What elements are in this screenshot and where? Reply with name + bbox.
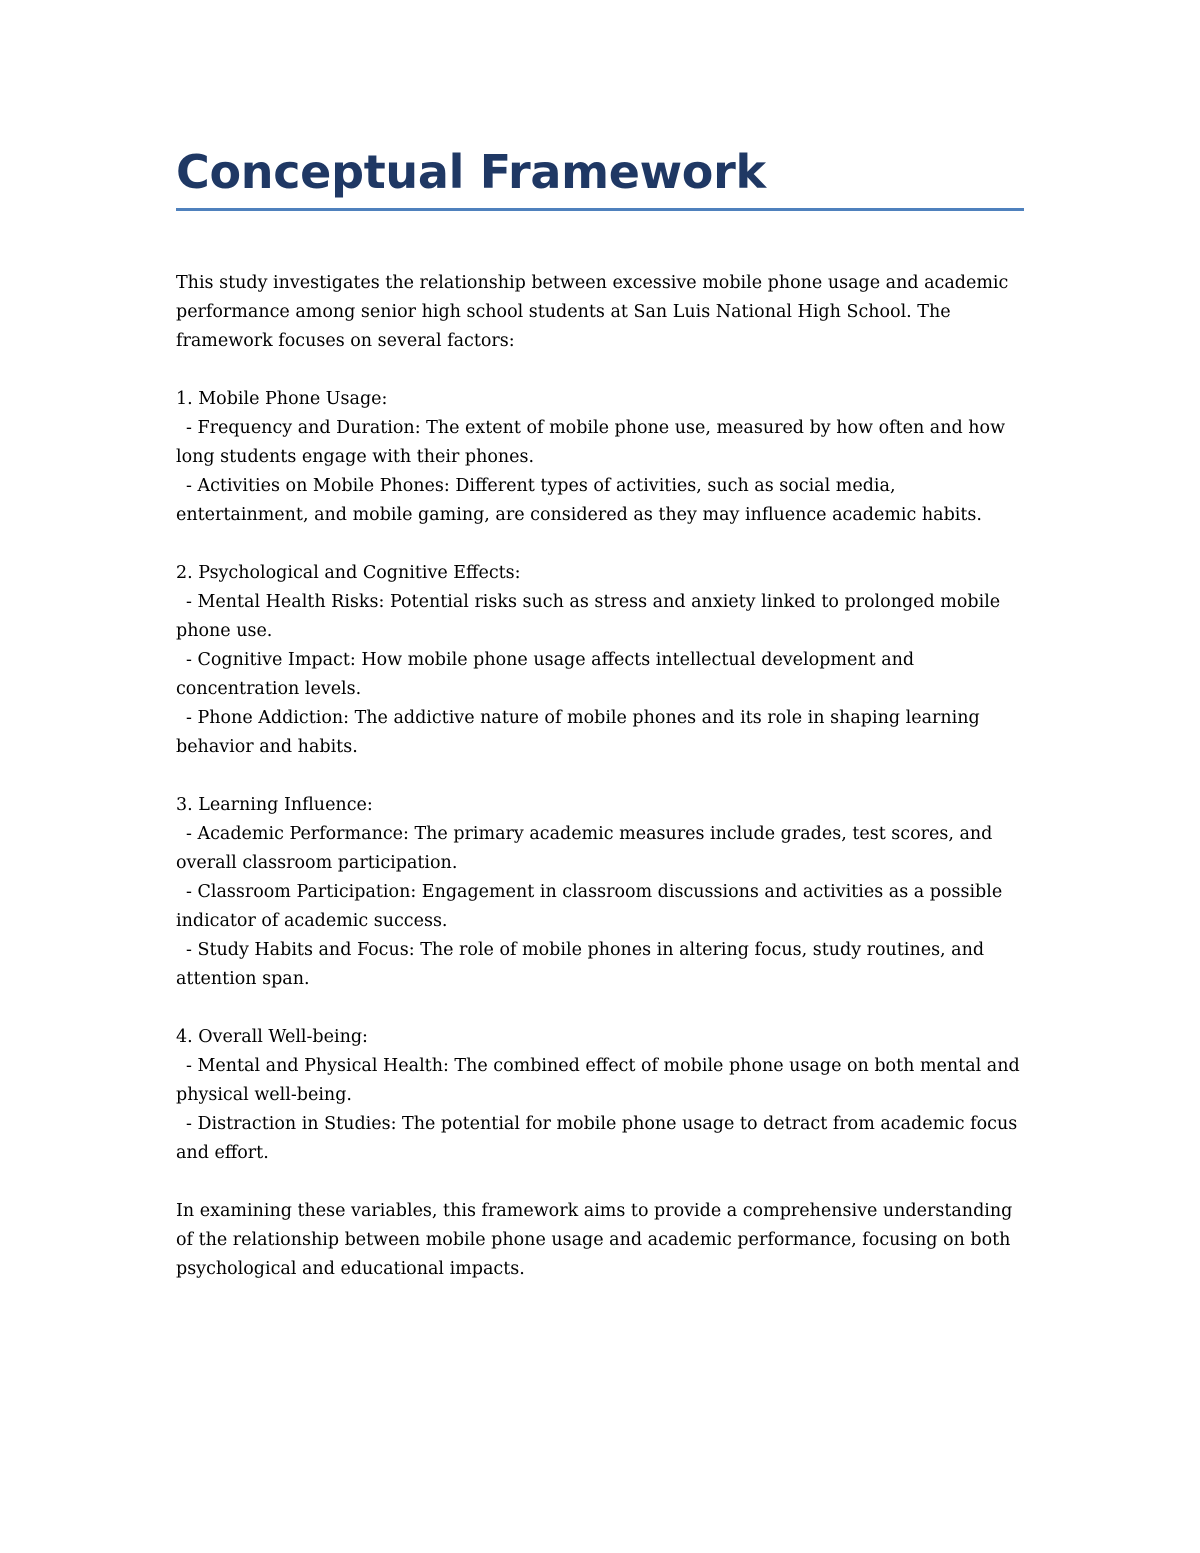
section-item: - Distraction in Studies: The potential for mobile phone usage to detract from academic focus and effort. bbox=[176, 1114, 1018, 1163]
section-learning-influence bbox=[176, 791, 1024, 994]
paragraph-gap bbox=[176, 1168, 1024, 1197]
section-item: - Frequency and Duration: The extent of mobile phone use, measured by how often and how long students engage with their phones. bbox=[176, 418, 1006, 467]
section-item: - Academic Performance: The primary academic measures include grades, test scores, and overall classroom participation. bbox=[176, 824, 993, 873]
section-mobile-phone-usage bbox=[176, 385, 1024, 530]
section-item: - Mental Health Risks: Potential risks such as stress and anxiety linked to prolonged mobile phone use. bbox=[176, 592, 1001, 641]
paragraph-gap bbox=[176, 530, 1024, 559]
section-heading: 3. Learning Influence: bbox=[176, 795, 373, 815]
document-body bbox=[176, 269, 1024, 1284]
intro-paragraph: This study investigates the relationship between excessive mobile phone usage and academic performance among senior high school students at San Luis National High School. The framework focuses on several factors: bbox=[176, 273, 1009, 351]
document-title: Conceptual Framework bbox=[176, 145, 766, 199]
paragraph-gap bbox=[176, 356, 1024, 385]
section-item: - Study Habits and Focus: The role of mobile phones in altering focus, study routines, and attention span. bbox=[176, 940, 985, 989]
conclusion-paragraph: In examining these variables, this framework aims to provide a comprehensive understanding of the relationship between mobile phone usage and academic performance, focusing on both psychological and educational impacts. bbox=[176, 1201, 1013, 1279]
section-item: - Classroom Participation: Engagement in classroom discussions and activities as a possible indicator of academic success. bbox=[176, 882, 1003, 931]
section-overall-well-being bbox=[176, 1023, 1024, 1168]
section-item: - Cognitive Impact: How mobile phone usage affects intellectual development and concentration levels. bbox=[176, 650, 915, 699]
section-heading: 4. Overall Well-being: bbox=[176, 1027, 368, 1047]
section-item: - Phone Addiction: The addictive nature of mobile phones and its role in shaping learning behavior and habits. bbox=[176, 708, 980, 757]
title-underline bbox=[176, 208, 1024, 211]
document-page bbox=[176, 140, 1024, 1284]
paragraph-gap bbox=[176, 994, 1024, 1023]
section-item: - Activities on Mobile Phones: Different types of activities, such as social media, entertainment, and mobile gaming, are considered as they may influence academic habits. bbox=[176, 476, 982, 525]
section-item: - Mental and Physical Health: The combined effect of mobile phone usage on both mental and physical well-being. bbox=[176, 1056, 1020, 1105]
section-heading: 1. Mobile Phone Usage: bbox=[176, 389, 388, 409]
section-psychological-cognitive-effects bbox=[176, 559, 1024, 762]
section-heading: 2. Psychological and Cognitive Effects: bbox=[176, 563, 521, 583]
paragraph-gap bbox=[176, 762, 1024, 791]
